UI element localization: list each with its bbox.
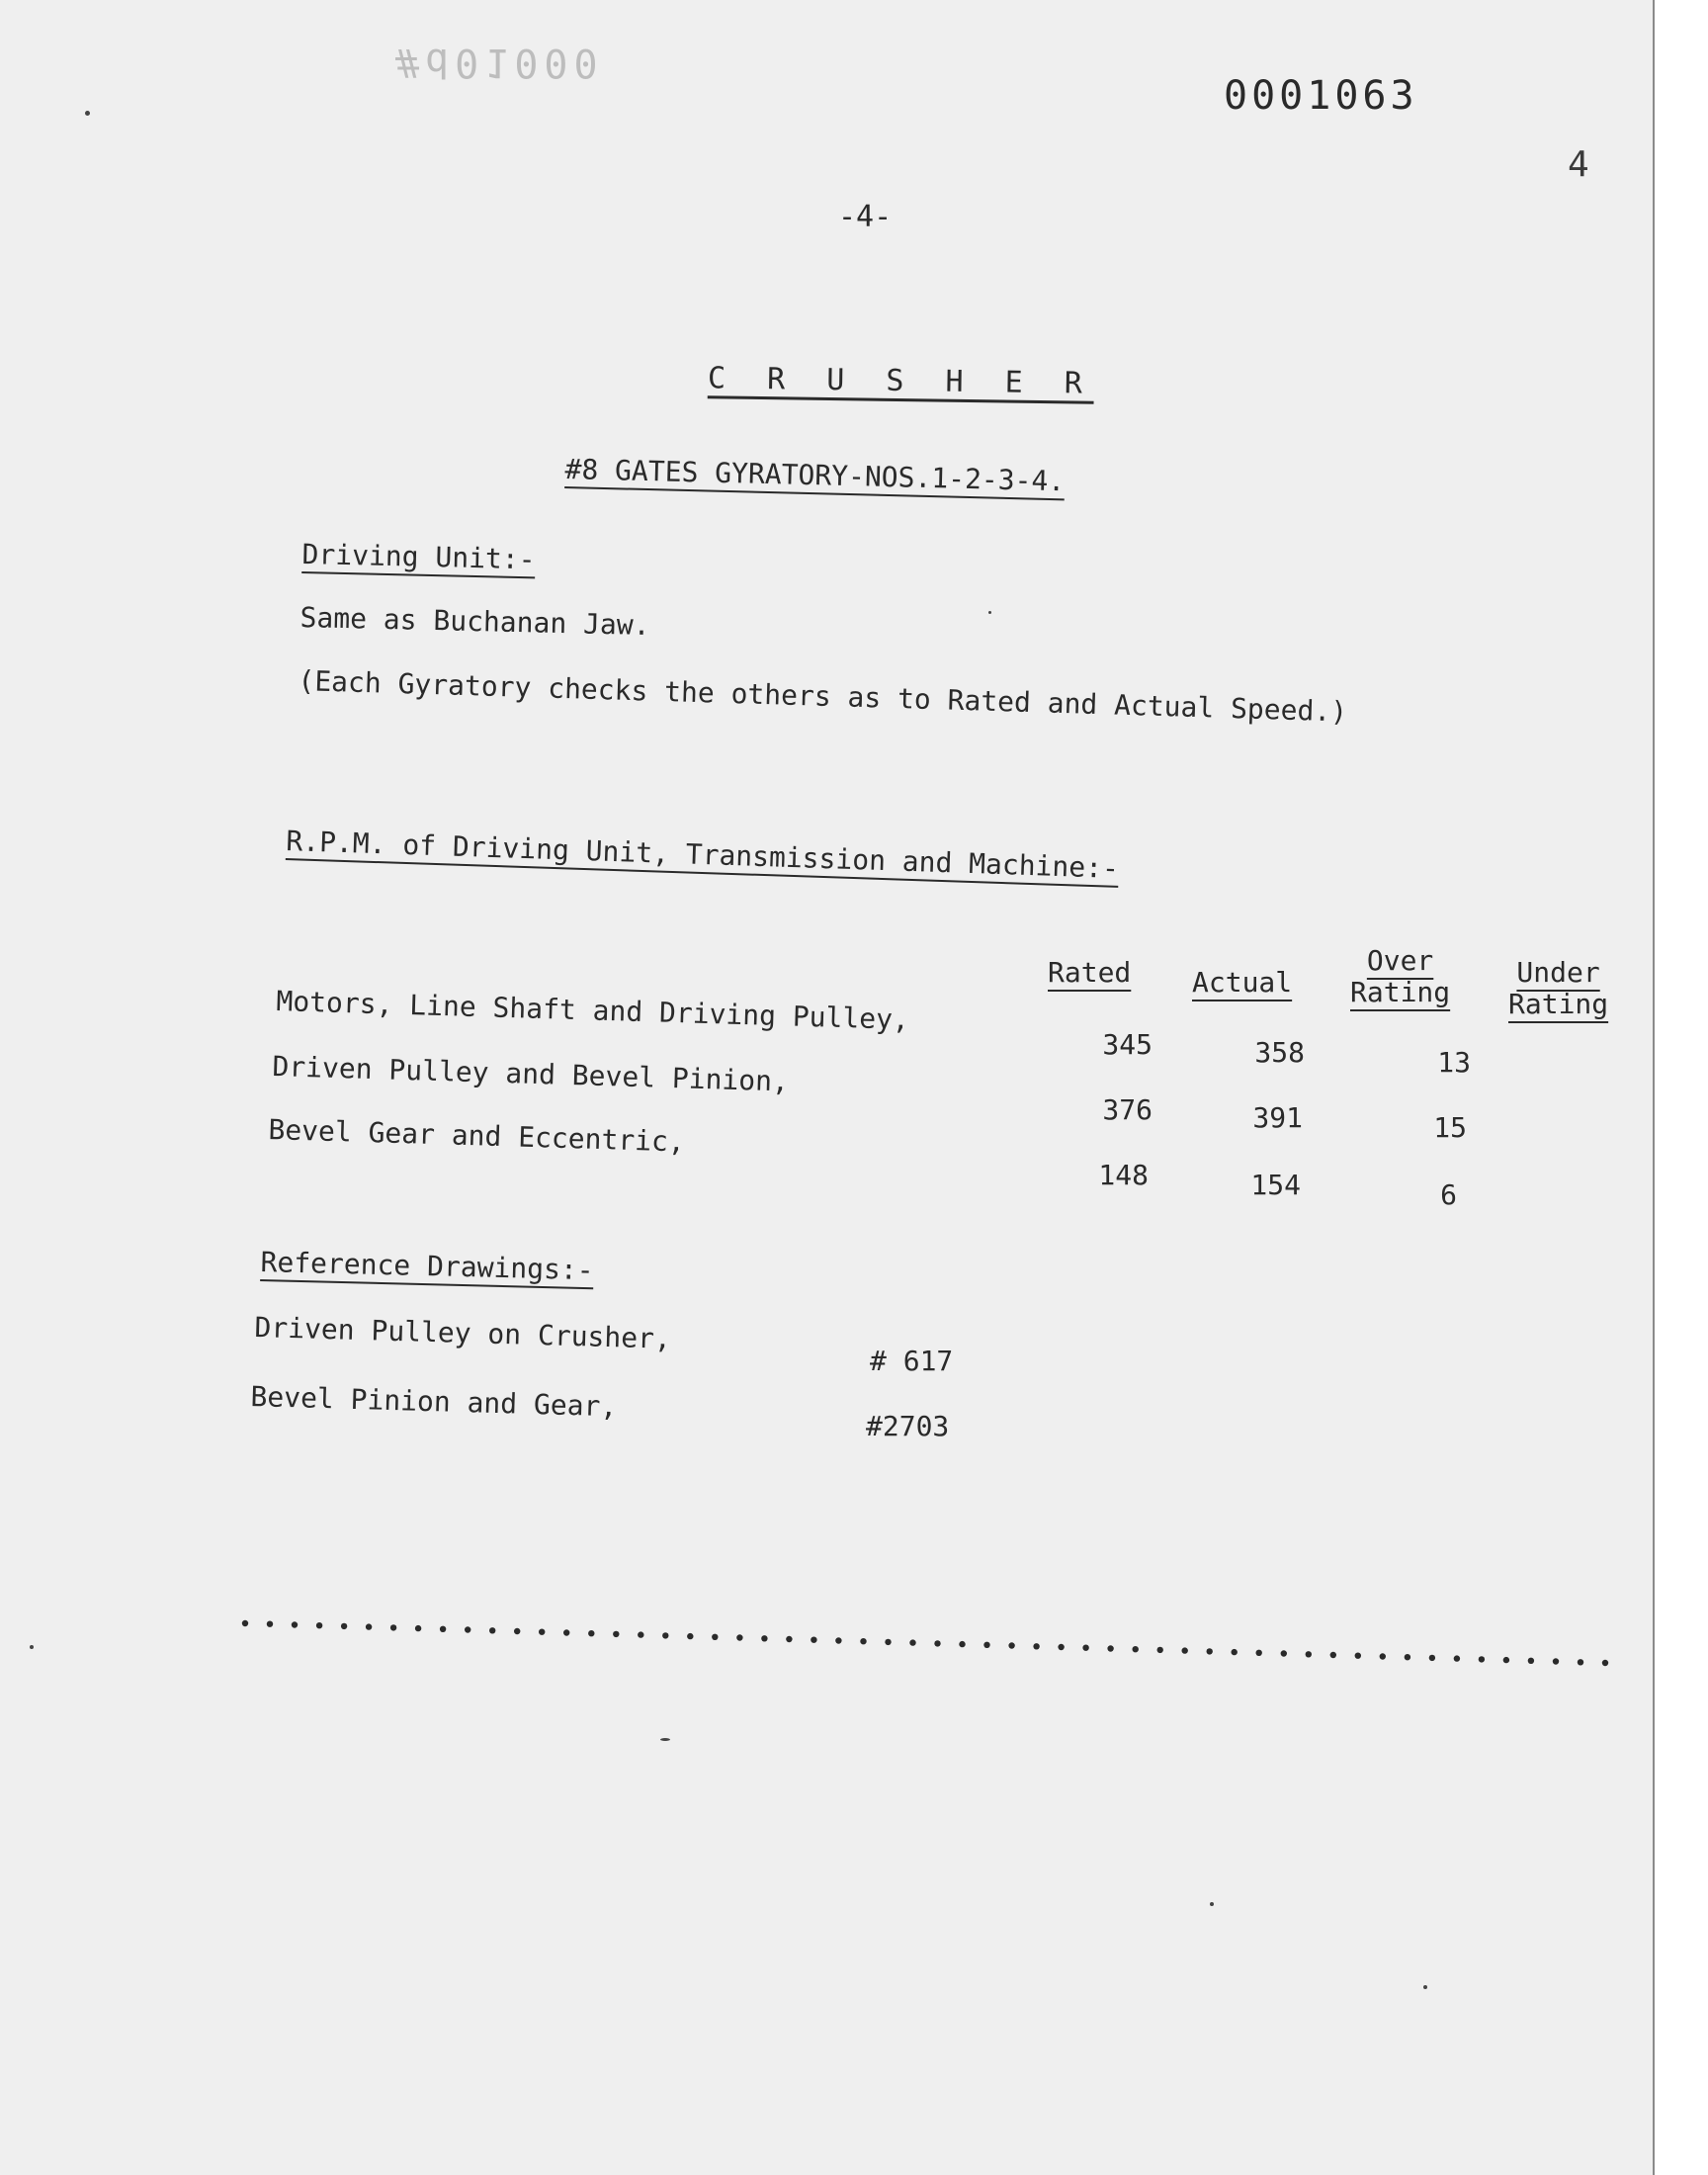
dot [1503,1657,1509,1663]
rpm-heading: R.P.M. of Driving Unit, Transmission and Machine:- [285,825,1120,885]
dot [465,1626,470,1632]
dot [835,1637,841,1643]
rpm-row-label: Motors, Line Shaft and Driving Pulley, [276,985,910,1036]
dot [588,1630,594,1636]
column-header-under-rating: Under Rating [1508,956,1609,1020]
dot [1578,1659,1583,1665]
dot [489,1627,495,1633]
dot [1380,1653,1386,1659]
page-number: -4- [838,200,893,234]
dot [1157,1647,1163,1653]
rpm-row-rated: 345 [1102,1028,1153,1061]
dot [1602,1660,1608,1666]
rpm-row-over: 13 [1437,1046,1471,1079]
reference-item-label: Driven Pulley on Crusher, [254,1311,672,1355]
dot [366,1623,372,1629]
reference-heading: Reference Drawings:- [260,1246,595,1287]
dot [1553,1658,1559,1664]
dot [1281,1650,1287,1656]
dot [514,1628,520,1634]
reference-item-number: # 617 [870,1345,954,1377]
driving-unit-heading: Driving Unit:- [301,538,536,576]
dot [860,1638,866,1644]
driving-unit-line1: Same as Buchanan Jaw. [299,601,650,643]
column-header-actual: Actual [1192,966,1293,999]
dot [1429,1655,1435,1661]
dot [786,1636,792,1642]
dot [1355,1653,1361,1659]
paper-speck [1210,1902,1214,1906]
dot [1330,1652,1336,1658]
dot [1033,1643,1039,1649]
paper-speck [30,1645,34,1649]
dot [1528,1658,1534,1664]
dot [563,1629,569,1635]
column-header-over-rating: Over Rating [1350,944,1451,1008]
document-number: 0001063 [1224,73,1418,119]
dot [390,1624,396,1630]
rpm-row-label: Driven Pulley and Bevel Pinion, [272,1050,790,1098]
dotted-rule [239,1602,1613,1681]
dot [687,1633,693,1639]
bleed-through-number: #d01000 [395,40,604,85]
dot [638,1631,643,1637]
dot [1256,1650,1262,1656]
rpm-row-over: 6 [1440,1178,1457,1211]
dot [242,1620,248,1626]
dot [267,1621,273,1627]
reference-item-label: Bevel Pinion and Gear, [250,1380,618,1424]
rpm-row-actual: 358 [1254,1036,1305,1069]
dot [983,1642,989,1648]
dot [761,1635,767,1641]
column-header-rated: Rated [1048,956,1132,989]
dot [539,1629,545,1635]
rpm-row-actual: 391 [1252,1101,1303,1134]
dot [1107,1645,1113,1651]
dot [934,1640,940,1646]
paper-speck [660,1738,670,1741]
reference-item-number: #2703 [866,1410,950,1442]
paper-speck [988,611,991,614]
paper-speck [1423,1985,1427,1989]
dot [316,1622,322,1628]
rpm-row-rated: 148 [1098,1159,1149,1191]
corner-mark: 4 [1568,144,1589,185]
dot [1082,1645,1088,1651]
dot [736,1634,742,1640]
dot [1008,1642,1014,1648]
dot [341,1623,347,1629]
dot [1405,1654,1410,1660]
rpm-row-label: Bevel Gear and Eccentric, [268,1113,686,1159]
page-subtitle: #8 GATES GYRATORY-NOS.1-2-3-4. [564,453,1066,498]
driving-unit-line2: (Each Gyratory checks the others as to Rated and Actual Speed.) [298,664,1348,729]
dot [1306,1651,1312,1657]
dot [712,1634,718,1640]
dot [613,1631,619,1637]
dot [1232,1649,1238,1655]
dot [1454,1655,1460,1661]
paper-speck [85,111,90,116]
dot [292,1621,298,1627]
dot [1133,1646,1139,1652]
rpm-row-rated: 376 [1102,1093,1153,1126]
rpm-row-actual: 154 [1250,1169,1301,1201]
dot [959,1641,965,1647]
rpm-row-over: 15 [1433,1111,1467,1144]
dot [885,1639,891,1645]
dot [440,1626,446,1632]
dot [1479,1656,1485,1662]
dot [415,1625,421,1631]
dot [1058,1644,1064,1650]
page-title: C R U S H E R [707,361,1095,401]
dot [1207,1648,1213,1654]
dot [662,1632,668,1638]
page-edge [1653,0,1708,2175]
dot [811,1637,816,1643]
dot [909,1639,915,1645]
dot [1182,1647,1188,1653]
